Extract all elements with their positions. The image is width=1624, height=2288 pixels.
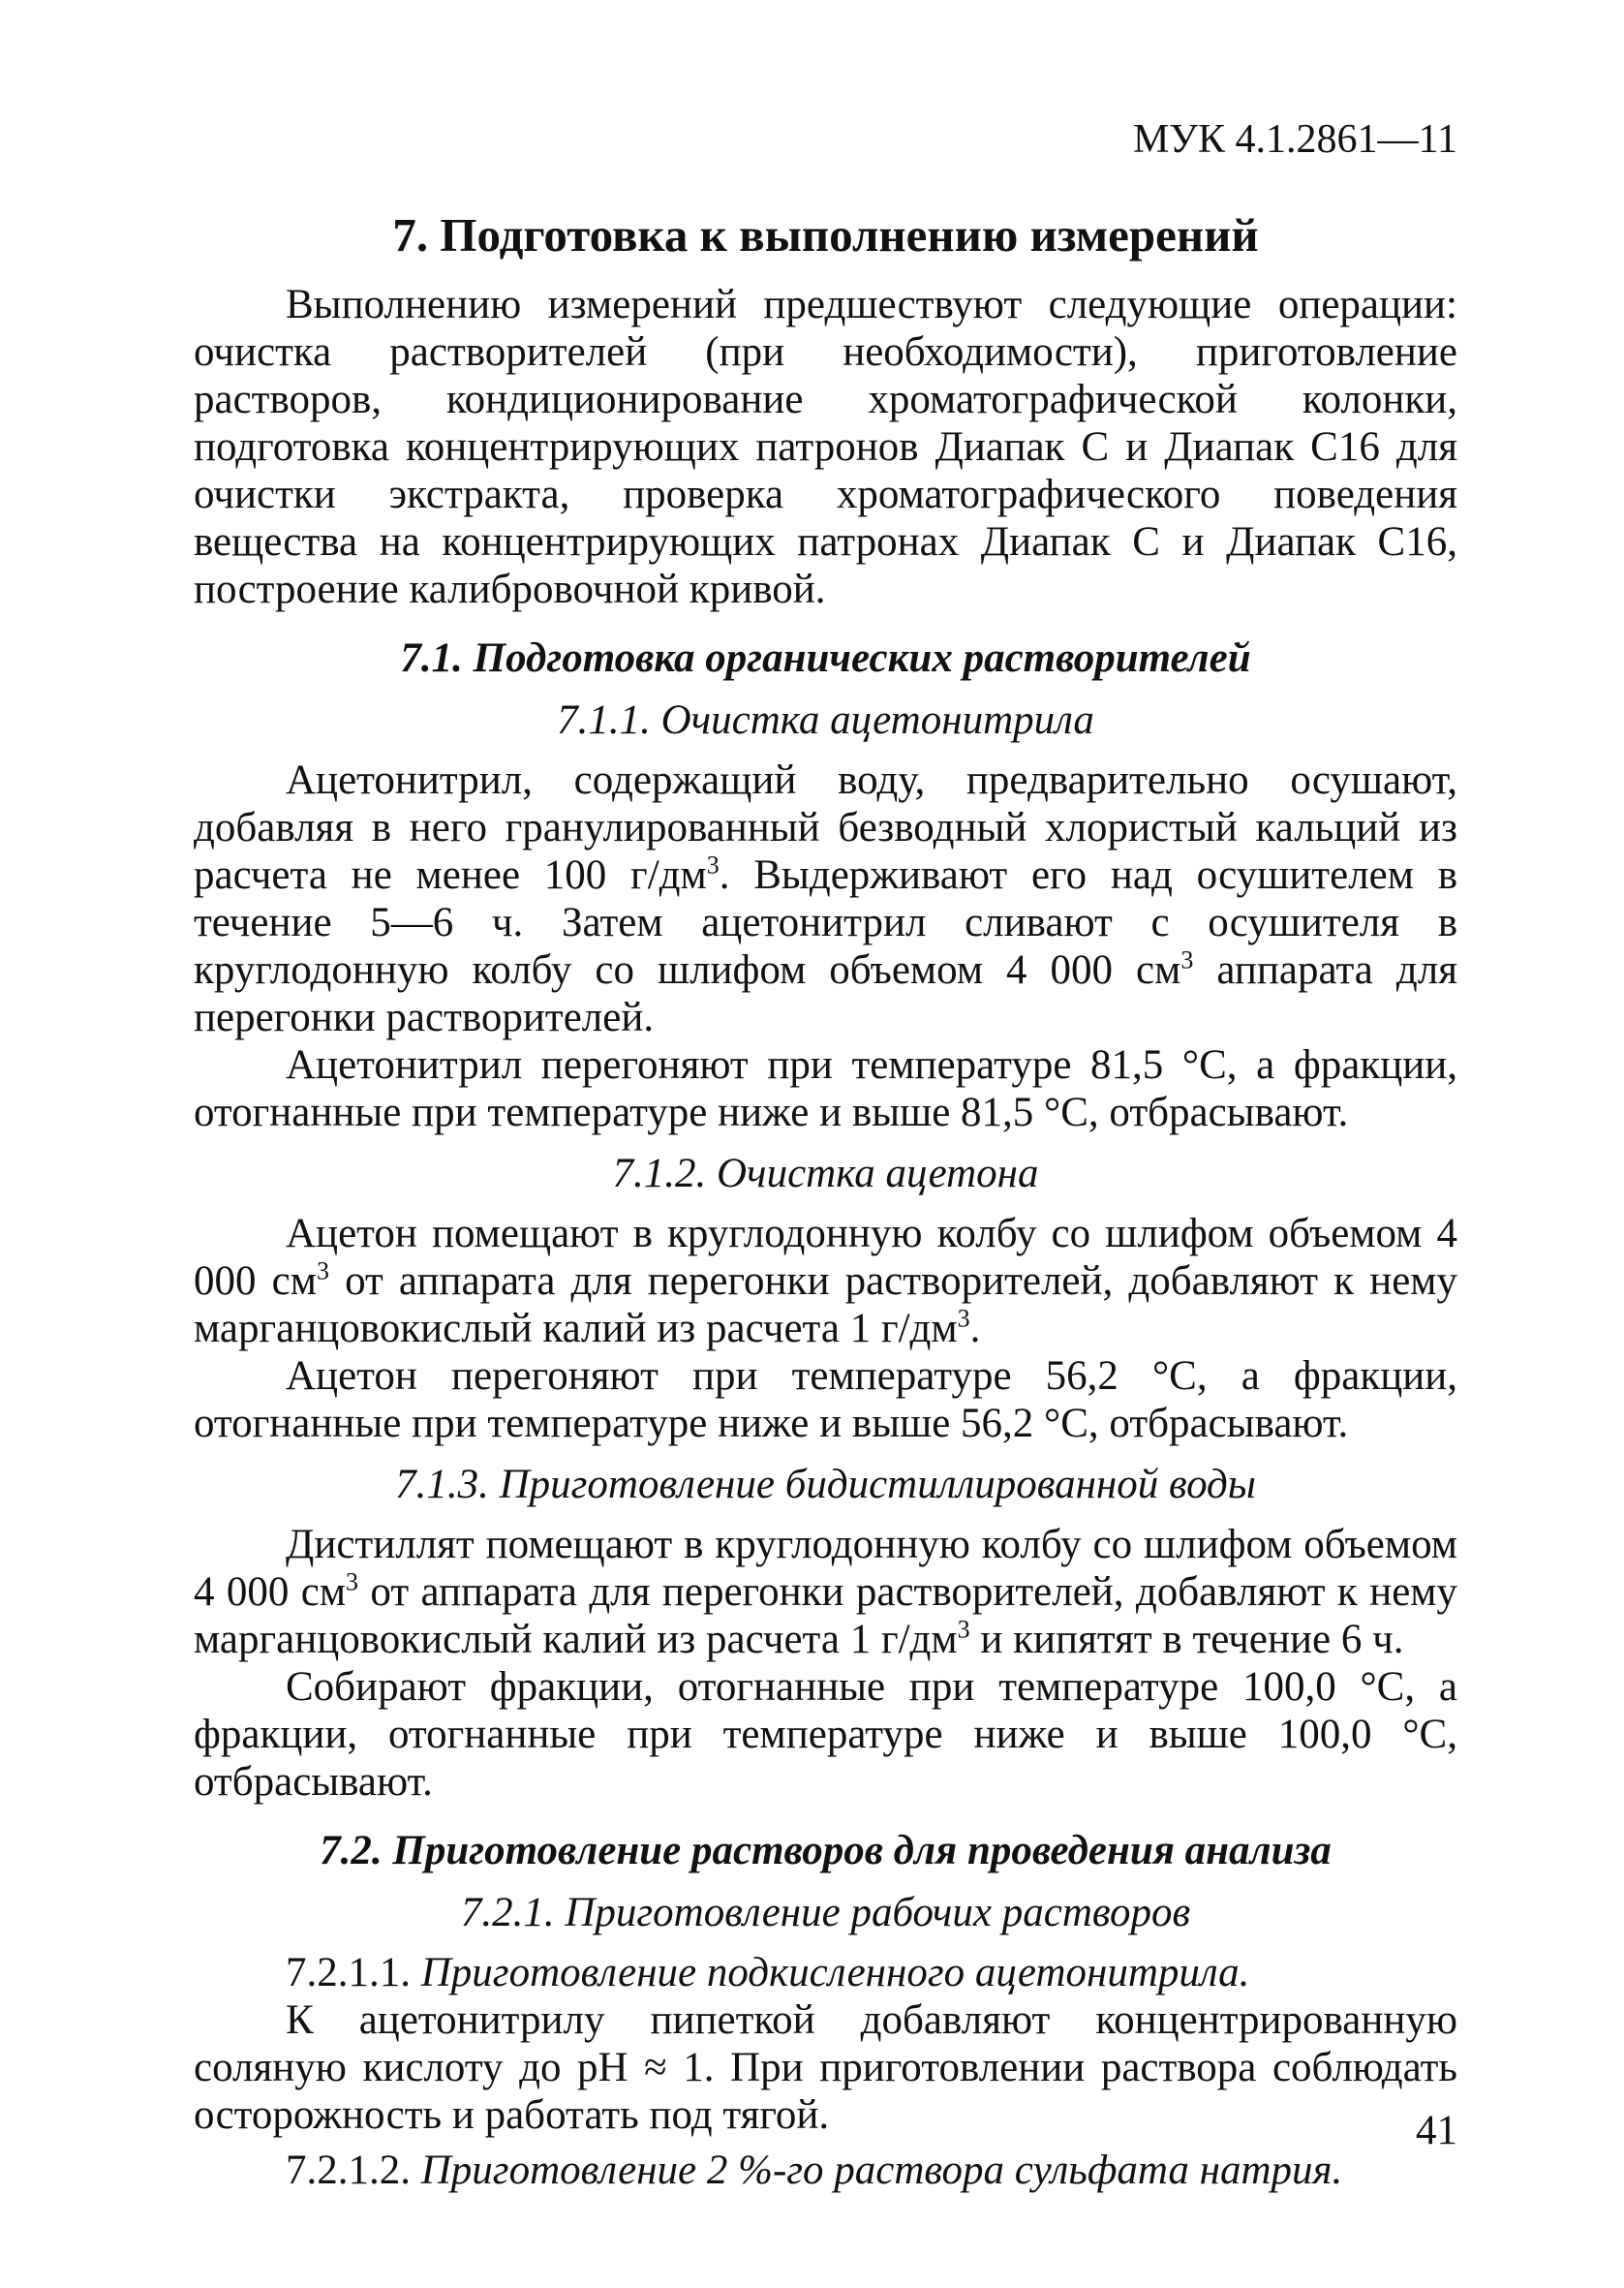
section-7-1-title: 7.1. Подготовка органических растворителей bbox=[400, 635, 1251, 681]
section-7-2-1-1-text: К ацетонитрилу пипеткой добавляют концентрированную соляную кислоту до рН ≈ 1. При приготовлении раствора соблюдать осторожность и работать под тягой. bbox=[194, 1997, 1457, 2138]
section-7-1-1-title: 7.1.1. Очистка ацетонитрила bbox=[557, 697, 1094, 743]
section-7-1-2-paragraph-2: Ацетон перегоняют при температуре 56,2 °С, а фракции, отогнанные при температуре ниже и выше 56,2 °С, отбрасывают. bbox=[194, 1353, 1457, 1446]
section-7-1-3-paragraph-2: Собирают фракции, отогнанные при температуре 100,0 °С, а фракции, отогнанные при температуре ниже и выше 100,0 °С, отбрасывают. bbox=[194, 1664, 1457, 1805]
section-7-1-2-paragraph-1: Ацетон помещают в круглодонную колбу со шлифом объемом 4 000 $см^3$ от аппарата для перегонки растворителей, добавляют к нему марганцовокислый калий из расчета 1 $г/дм^3$. bbox=[194, 1211, 1458, 1351]
section-7-1-2-title: 7.1.2. Очистка ацетона bbox=[612, 1151, 1039, 1196]
section-7-2-1-title: 7.2.1. Приготовление рабочих растворов bbox=[460, 1890, 1191, 1935]
section-7-1-1-paragraph-2: Ацетонитрил перегоняют при температуре 81,5 °С, а фракции, отогнанные при температуре ниже и выше 81,5 °С, отбрасывают. bbox=[194, 1042, 1457, 1135]
document-code: МУК 4.1.2861—11 bbox=[1132, 117, 1457, 162]
document-page bbox=[194, 116, 1457, 2194]
section-7-2-1-2-heading: 7.2.1.2. Приготовление 2 %-го раствора сульфата натрия. bbox=[286, 2148, 1343, 2193]
section-7-1-3-paragraph-1: Дистиллят помещают в круглодонную колбу со шлифом объемом 4 000 $см^3$ от аппарата для перегонки растворителей, добавляют к нему марганцовокислый калий из расчета 1 $г/дм^3$ и кипятят в течение 6 ч. bbox=[194, 1522, 1457, 1662]
section-7-title: 7. Подготовка к выполнению измерений bbox=[392, 208, 1259, 262]
section-7-1-1-paragraph-1: Ацетонитрил, содержащий воду, предварительно осушают, добавляя в него гранулированный безводный хлористый кальций из расчета не менее 100 $г/дм^3$. Выдерживают его над осушителем в течение 5—6 ч. Затем ацетонитрил сливают с осушителя в круглодонную колбу со шлифом объемом 4 000 $см^3$ аппарата для перегонки растворителей. bbox=[194, 758, 1458, 1040]
section-7-2-title: 7.2. Приготовление растворов для проведения анализа bbox=[320, 1828, 1332, 1873]
section-7-2-1-1-heading: 7.2.1.1. Приготовление подкисленного ацетонитрила. bbox=[286, 1950, 1250, 1995]
page-number: 41 bbox=[1416, 2108, 1457, 2153]
section-7-1-3-title: 7.1.3. Приготовление бидистиллированной воды bbox=[395, 1462, 1256, 1507]
section-7-intro: Выполнению измерений предшествуют следующие операции: очистка растворителей (при необходимости), приготовление растворов, кондиционирование хроматографической колонки, подготовка концентрирующих патронов Диапак С и Диапак С16 для очистки экстракта, проверка хроматографического поведения вещества на концентрирующих патронах Диапак С и Диапак С16, построение калибровочной кривой. bbox=[194, 282, 1457, 612]
